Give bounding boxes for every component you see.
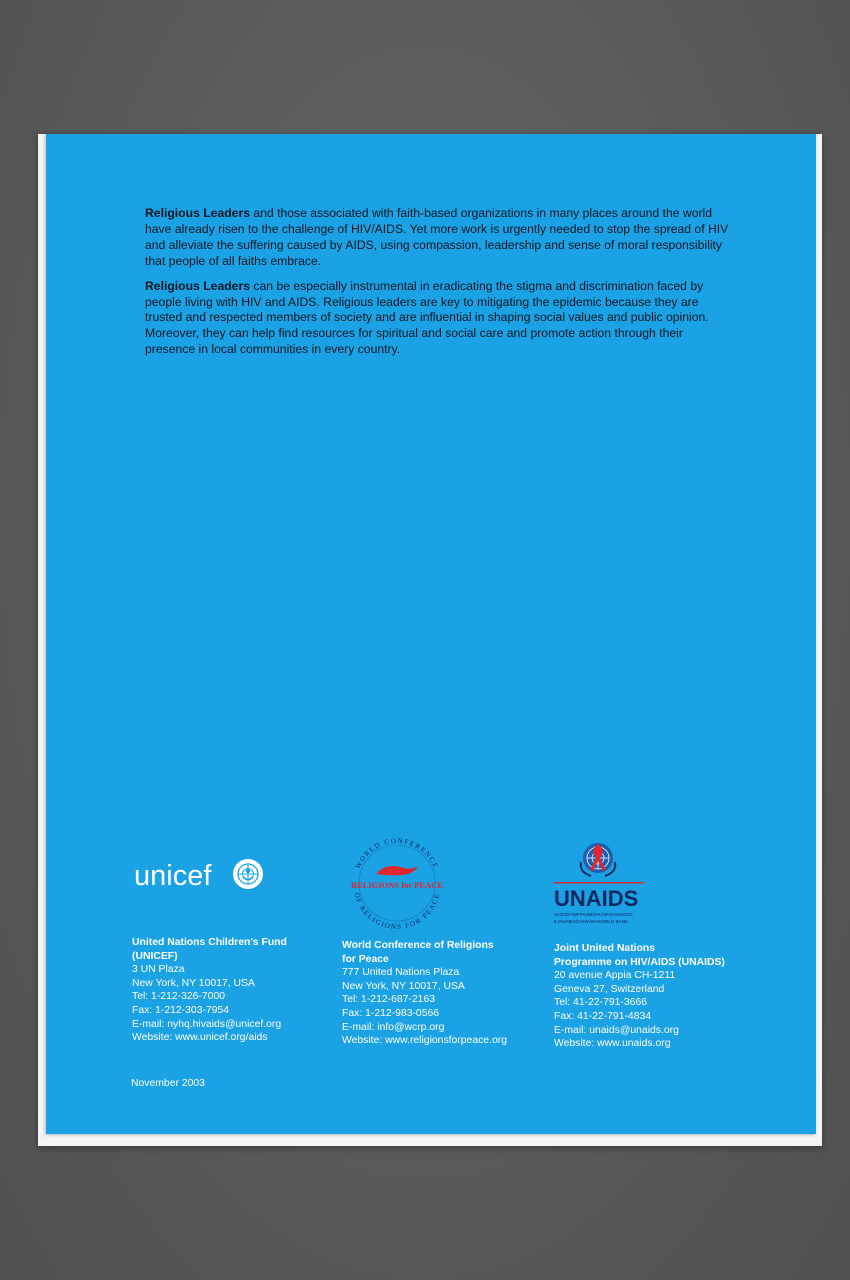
wcrp-tel: Tel: 1-212-687-2163 [342, 994, 436, 1006]
intro-text [145, 206, 735, 367]
wcrp-name-line-1: World Conference of Religions [342, 940, 494, 951]
wcrp-fax: Fax: 1-212-983-0566 [342, 1007, 440, 1019]
unicef-website: Website: www.unicef.org/aids [132, 1032, 268, 1044]
publication-date: November 2003 [131, 1078, 205, 1089]
unaids-wordmark: UNAIDS [554, 886, 639, 911]
unaids-logo [552, 836, 656, 932]
unaids-contact [554, 942, 725, 1051]
wcrp-ring-top-text: WORLD CONFERENCE [353, 836, 441, 871]
wcrp-name-line-2: for Peace [342, 953, 389, 965]
wcrp-ring-bottom-text: OF RELIGIONS FOR PEACE [352, 891, 442, 930]
unaids-fax: Fax: 41-22-791-4834 [554, 1010, 652, 1022]
unaids-address-2: Geneva 27, Switzerland [554, 983, 665, 995]
unicef-tel: Tel: 1-212-326-7000 [132, 991, 226, 1003]
wcrp-email: E-mail: info@wcrp.org [342, 1021, 445, 1033]
unicef-wordmark: unicef [134, 860, 212, 892]
unicef-email: E-mail: nyhq.hivaids@unicef.org [132, 1018, 282, 1030]
wcrp-contact [342, 939, 507, 1048]
unaids-name-line-2: Programme on HIV/AIDS (UNAIDS) [554, 956, 725, 968]
wcrp-address-1: 777 United Nations Plaza [342, 967, 460, 979]
unicef-name-line-1: United Nations Children's Fund [132, 937, 287, 948]
unaids-tel: Tel: 41-22-791-3666 [554, 997, 648, 1009]
intro-p2-body: can be especially instrumental in eradicating the stigma and discrimination faced by people living with HIV and AIDS. Religious leaders are key to mitigating the epidemic because they are trusted and respected members of society and are influential in shaping social values and public opinion. Moreover, they can help find resources for spiritual and social care and promote action through their presence in local communities in every country. [145, 278, 709, 357]
unicef-fax: Fax: 1-212-303-7954 [132, 1004, 230, 1016]
unaids-address-1: 20 avenue Appia CH-1211 [554, 970, 676, 982]
unicef-address-2: New York, NY 10017, USA [132, 977, 255, 989]
unaids-name-line-1: Joint United Nations [554, 943, 656, 954]
unaids-email: E-mail: unaids@unaids.org [554, 1024, 679, 1036]
intro-p2-lead: Religious Leaders [145, 278, 250, 293]
wcrp-address-2: New York, NY 10017, USA [342, 980, 465, 992]
un-emblem-icon [233, 859, 263, 889]
intro-p1-lead: Religious Leaders [145, 206, 250, 220]
unaids-cosponsors-line-2: ILO•UNESCO•WHO•WORLD BANK [554, 919, 628, 924]
wcrp-website: Website: www.religionsforpeace.org [342, 1035, 507, 1047]
unicef-address-1: 3 UN Plaza [132, 964, 185, 976]
back-cover [46, 134, 816, 1134]
unicef-contact [132, 936, 287, 1045]
intro-paragraph-1 [145, 206, 735, 270]
svg-text:OF RELIGIONS FOR PEACE [353, 892, 442, 930]
dove-icon [376, 866, 418, 875]
wcrp-logo [342, 836, 452, 930]
intro-paragraph-2 [145, 279, 735, 359]
unicef-name-line-2: (UNICEF) [132, 950, 178, 962]
unaids-cosponsors-line-1: UNICEF•WFP•UNDP•UNFPA•UNODC [554, 912, 633, 917]
unaids-rule [554, 882, 644, 883]
svg-text:WORLD CONFERENCE [354, 837, 440, 870]
wcrp-logo-title: RELIGIONS for PEACE [351, 880, 443, 890]
intro-p1-body: and those associated with faith-based organizations in many places around the world have already risen to the challenge of HIV/AIDS. Yet more work is urgently needed to stop the spread of HIV and alleviate the suffering caused by AIDS, using compassion, leadership and sense of moral responsibility that people of all faiths embrace. [145, 206, 729, 268]
unicef-logo [134, 852, 274, 896]
unaids-website: Website: www.unaids.org [554, 1038, 671, 1050]
